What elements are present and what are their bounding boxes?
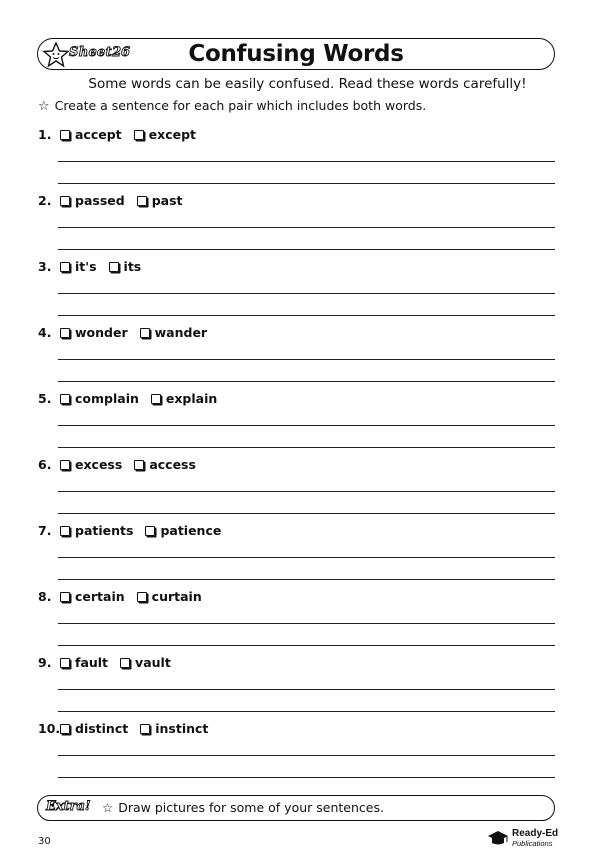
answer-line[interactable]	[58, 579, 555, 580]
word-label: fault	[75, 655, 109, 670]
question-number: 7.	[38, 523, 52, 538]
word-label: wonder	[75, 325, 128, 340]
checkbox-icon[interactable]	[134, 460, 144, 470]
intro-text: Some words can be easily confused. Read these words carefully!	[88, 76, 527, 92]
word-choice[interactable]	[151, 391, 217, 406]
word-choice[interactable]	[134, 127, 196, 142]
extra-text: Draw pictures for some of your sentences.	[118, 800, 384, 815]
answer-line[interactable]	[58, 381, 555, 382]
checkbox-icon[interactable]	[60, 592, 70, 602]
word-label: except	[148, 127, 197, 142]
word-pair	[60, 655, 183, 670]
word-choice[interactable]	[140, 721, 208, 736]
word-choice[interactable]	[137, 589, 202, 604]
word-label: patience	[160, 523, 222, 538]
word-choice[interactable]	[140, 325, 207, 340]
star-icon: ☆	[38, 99, 50, 114]
question-item	[38, 325, 558, 391]
word-label: patients	[75, 523, 134, 538]
question-number: 5.	[38, 391, 52, 406]
answer-line[interactable]	[58, 711, 555, 712]
checkbox-icon[interactable]	[109, 262, 119, 272]
answer-line[interactable]	[58, 623, 555, 624]
checkbox-icon[interactable]	[60, 328, 70, 338]
question-number: 9.	[38, 655, 52, 670]
word-label: certain	[75, 589, 125, 604]
word-label: instinct	[155, 721, 209, 736]
checkbox-icon[interactable]	[120, 658, 130, 668]
answer-line[interactable]	[58, 777, 555, 778]
page-title: Confusing Words	[188, 41, 404, 67]
word-choice[interactable]	[60, 655, 108, 670]
word-label: explain	[165, 391, 218, 406]
question-number: 4.	[38, 325, 52, 340]
word-pair	[60, 259, 153, 274]
question-number: 2.	[38, 193, 52, 208]
word-label: complain	[75, 391, 139, 406]
answer-line[interactable]	[58, 161, 555, 162]
question-item	[38, 721, 558, 787]
question-number: 1.	[38, 127, 52, 142]
word-label: past	[151, 193, 183, 208]
answer-line[interactable]	[58, 315, 555, 316]
word-pair	[60, 127, 208, 142]
word-choice[interactable]	[60, 391, 139, 406]
word-pair	[60, 457, 208, 472]
word-label: curtain	[151, 589, 202, 604]
question-number: 6.	[38, 457, 52, 472]
word-choice[interactable]	[109, 259, 142, 274]
word-label: passed	[75, 193, 125, 208]
word-choice[interactable]	[145, 523, 221, 538]
checkbox-icon[interactable]	[60, 196, 70, 206]
answer-line[interactable]	[58, 249, 555, 250]
instruction	[38, 98, 426, 114]
question-item	[38, 655, 558, 721]
extra-label: Extra!	[46, 799, 91, 814]
extra-banner	[37, 795, 555, 821]
word-label: wander	[154, 325, 208, 340]
checkbox-icon[interactable]	[137, 196, 147, 206]
word-choice[interactable]	[60, 193, 125, 208]
word-choice[interactable]	[60, 127, 122, 142]
word-choice[interactable]	[134, 457, 196, 472]
checkbox-icon[interactable]	[140, 724, 150, 734]
word-label: excess	[75, 457, 123, 472]
publisher-logo	[487, 828, 559, 850]
question-number: 10.	[38, 721, 61, 736]
word-choice[interactable]	[60, 589, 125, 604]
star-icon: ☆	[102, 800, 114, 815]
word-choice[interactable]	[60, 325, 128, 340]
word-label: accept	[75, 127, 122, 142]
checkbox-icon[interactable]	[60, 460, 70, 470]
word-choice[interactable]	[60, 523, 133, 538]
answer-line[interactable]	[58, 227, 555, 228]
sheet-number: 26	[112, 45, 131, 60]
word-pair	[60, 193, 195, 208]
publisher-name: Ready-Ed	[512, 828, 559, 839]
word-label: distinct	[75, 721, 129, 736]
word-pair	[60, 325, 219, 340]
checkbox-icon[interactable]	[137, 592, 147, 602]
answer-line[interactable]	[58, 447, 555, 448]
word-choice[interactable]	[137, 193, 183, 208]
question-item	[38, 391, 558, 457]
question-item	[38, 127, 558, 193]
answer-line[interactable]	[58, 689, 555, 690]
checkbox-icon[interactable]	[151, 394, 161, 404]
answer-line[interactable]	[58, 293, 555, 294]
word-choice[interactable]	[120, 655, 171, 670]
question-item	[38, 523, 558, 589]
checkbox-icon[interactable]	[134, 130, 144, 140]
word-label: access	[149, 457, 196, 472]
question-item	[38, 589, 558, 655]
extra-instruction	[102, 800, 384, 815]
checkbox-icon[interactable]	[60, 526, 70, 536]
instruction-text: Create a sentence for each pair which includes both words.	[54, 98, 427, 113]
header-banner	[37, 38, 555, 70]
answer-line[interactable]	[58, 491, 555, 492]
page-number: 30	[38, 836, 51, 847]
question-item	[38, 457, 558, 523]
answer-line[interactable]	[58, 557, 555, 558]
checkbox-icon[interactable]	[145, 526, 155, 536]
sheet-label: Sheet	[69, 45, 112, 60]
word-pair	[60, 589, 214, 604]
publisher-sub: Publications	[512, 839, 553, 848]
word-pair	[60, 523, 233, 538]
answer-line[interactable]	[58, 183, 555, 184]
word-label: vault	[135, 655, 171, 670]
question-item	[38, 193, 558, 259]
checkbox-icon[interactable]	[60, 130, 70, 140]
word-choice[interactable]	[60, 721, 128, 736]
checkbox-icon[interactable]	[60, 658, 70, 668]
word-label: it's	[75, 259, 97, 274]
checkbox-icon[interactable]	[60, 262, 70, 272]
checkbox-icon[interactable]	[60, 394, 70, 404]
checkbox-icon[interactable]	[60, 724, 70, 734]
question-number: 8.	[38, 589, 52, 604]
word-pair	[60, 391, 229, 406]
word-choice[interactable]	[60, 259, 97, 274]
word-choice[interactable]	[60, 457, 122, 472]
answer-line[interactable]	[58, 359, 555, 360]
answer-line[interactable]	[58, 513, 555, 514]
question-number: 3.	[38, 259, 52, 274]
answer-line[interactable]	[58, 645, 555, 646]
word-label: its	[123, 259, 142, 274]
answer-line[interactable]	[58, 425, 555, 426]
ready-ed-logo-icon	[487, 830, 509, 846]
answer-line[interactable]	[58, 755, 555, 756]
question-item	[38, 259, 558, 325]
checkbox-icon[interactable]	[140, 328, 150, 338]
word-pair	[60, 721, 220, 736]
